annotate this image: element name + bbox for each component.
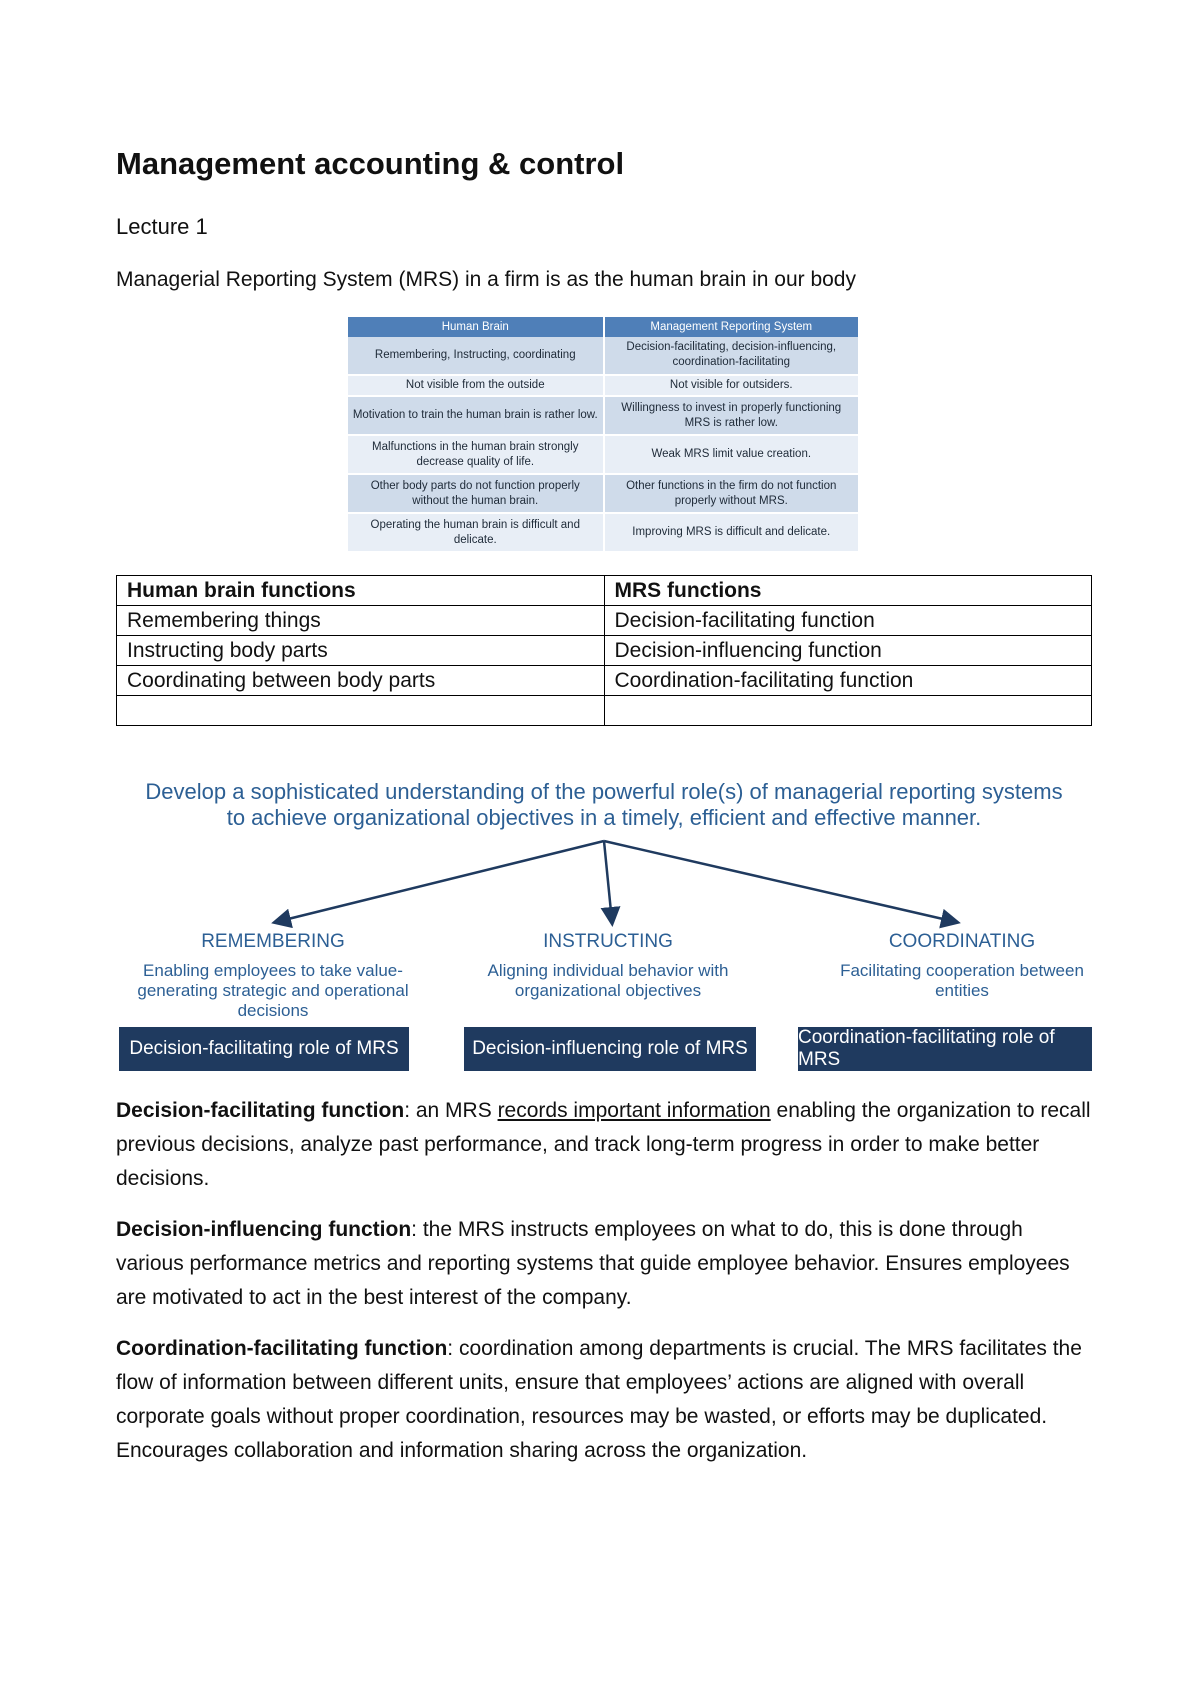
comparison-cell: Not visible from the outside: [348, 375, 604, 397]
coordination-facilitating-role-box: Coordination-facilitating role of MRS: [798, 1027, 1092, 1071]
comparison-cell: Other body parts do not function properly without the human brain.: [348, 474, 604, 513]
table-cell: Decision-facilitating function: [604, 606, 1092, 636]
comparison-cell: Motivation to train the human brain is rather low.: [348, 396, 604, 435]
comparison-cell: Remembering, Instructing, coordinating: [348, 337, 604, 375]
comparison-cell: Willingness to invest in properly functioning MRS is rather low.: [604, 396, 860, 435]
table-row: [117, 606, 1092, 636]
comparison-header: Management Reporting System: [604, 317, 860, 337]
comparison-row: [348, 375, 859, 397]
definition-term: Decision-influencing function: [116, 1218, 412, 1241]
functions-header-row: [117, 576, 1092, 606]
table-row: [117, 666, 1092, 696]
functions-header: Human brain functions: [117, 576, 605, 606]
decision-influencing-role-box: Decision-influencing role of MRS: [464, 1027, 756, 1071]
definition-coordination-facilitating: [116, 1332, 1096, 1468]
brain-mrs-comparison-image: [348, 317, 860, 553]
comparison-cell: Weak MRS limit value creation.: [604, 435, 860, 474]
table-cell: Decision-influencing function: [604, 636, 1092, 666]
table-row: [117, 696, 1092, 726]
coordinating-description: Facilitating cooperation between entities: [840, 961, 1084, 1000]
comparison-header-row: [348, 317, 859, 337]
definition-text: : an MRS: [404, 1099, 498, 1122]
comparison-cell: Not visible for outsiders.: [604, 375, 860, 397]
comparison-row: [348, 337, 859, 375]
comparison-cell: Malfunctions in the human brain strongly decrease quality of life.: [348, 435, 604, 474]
table-cell: [117, 696, 605, 726]
definition-term: Decision-facilitating function: [116, 1099, 405, 1122]
table-cell: Remembering things: [117, 606, 605, 636]
objective-line-1: Develop a sophisticated understanding of the powerful role(s) of managerial reporting systems: [145, 779, 1063, 804]
comparison-header: Human Brain: [348, 317, 604, 337]
definition-term: Coordination-facilitating function: [116, 1337, 448, 1360]
comparison-cell: Decision-facilitating, decision-influencing, coordination-facilitating: [604, 337, 860, 375]
arrow-to-coordinating: [604, 841, 956, 922]
table-row: [117, 636, 1092, 666]
table-cell: Coordinating between body parts: [117, 666, 605, 696]
comparison-cell: Operating the human brain is difficult and delicate.: [348, 513, 604, 552]
document-title: Management accounting & control: [116, 146, 625, 181]
table-cell: Coordination-facilitating function: [604, 666, 1092, 696]
objective-line-2: to achieve organizational objectives in a timely, efficient and effective manner.: [226, 805, 982, 830]
underlined-phrase: records important information: [497, 1099, 771, 1122]
definition-text: enabling the organization to recall previous decisions, analyze past performance, and track long-term progress in order to make better decisions.: [116, 1099, 1091, 1190]
definition-text: : coordination among departments is crucial. The MRS facilitates the flow of information between different units, ensure that employees’ actions are aligned with overall corporate goals without proper coordination, resources may be wasted, or efforts may be duplicated. Encourages collaboration and information sharing across the organization.: [116, 1337, 1082, 1462]
comparison-cell: Improving MRS is difficult and delicate.: [604, 513, 860, 552]
coordinating-title: COORDINATING: [888, 931, 1036, 952]
instructing-title: INSTRUCTING: [543, 931, 673, 952]
comparison-row: [348, 513, 859, 552]
remembering-title: REMEMBERING: [201, 931, 345, 952]
instructing-description: Aligning individual behavior with organizational objectives: [487, 961, 729, 1000]
intro-sentence: Managerial Reporting System (MRS) in a firm is as the human brain in our body: [116, 268, 856, 291]
functions-header: MRS functions: [604, 576, 1092, 606]
comparison-cell: Other functions in the firm do not function properly without MRS.: [604, 474, 860, 513]
lecture-label: Lecture 1: [116, 214, 208, 239]
table-cell: [604, 696, 1092, 726]
remembering-description: Enabling employees to take value-generating strategic and operational decisions: [137, 961, 409, 1020]
definition-decision-facilitating: [116, 1094, 1096, 1196]
decision-facilitating-role-box: Decision-facilitating role of MRS: [119, 1027, 409, 1071]
arrow-to-instructing: [604, 841, 612, 922]
definition-decision-influencing: [116, 1213, 1096, 1315]
definition-text: : the MRS instructs employees on what to do, this is done through various performance metrics and reporting systems that guide employee behavior. Ensures employees are motivated to act in the best interest of the company.: [116, 1218, 1070, 1309]
comparison-row: [348, 396, 859, 435]
functions-table: [116, 575, 1092, 726]
mrs-roles-diagram: [116, 775, 1092, 1073]
arrow-to-remembering: [276, 841, 604, 922]
table-cell: Instructing body parts: [117, 636, 605, 666]
comparison-row: [348, 474, 859, 513]
comparison-row: [348, 435, 859, 474]
